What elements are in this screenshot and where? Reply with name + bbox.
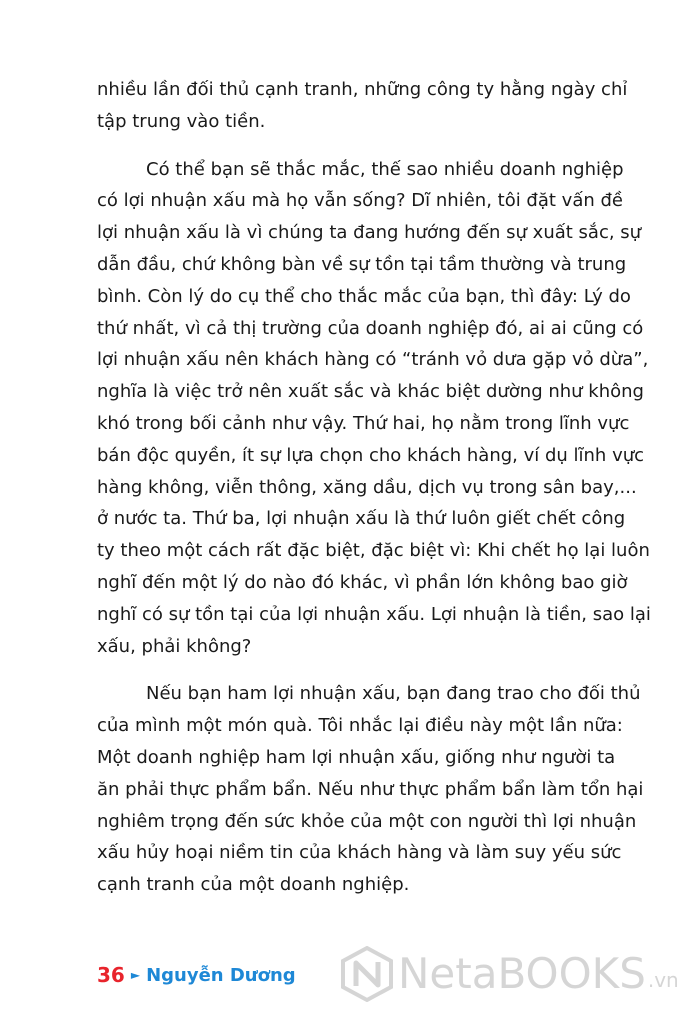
text-line: dẫn đầu, chứ không bàn về sự tồn tại tầm thường và trung (97, 253, 627, 275)
text-line: xấu hủy hoại niềm tin của khách hàng và làm suy yếu sức (97, 842, 622, 864)
page-footer (97, 963, 296, 987)
text-line: nghiêm trọng đến sức khỏe của một con người thì lợi nhuận (97, 810, 637, 832)
text-line: của mình một món quà. Tôi nhắc lại điều này một lần nữa: (97, 715, 623, 737)
text-line: có lợi nhuận xấu mà họ vẫn sống? Dĩ nhiên, tôi đặt vấn đề (97, 190, 623, 212)
text-line: Có thể bạn sẽ thắc mắc, thế sao nhiều doanh nghiệp (146, 158, 624, 180)
text-line: thứ nhất, vì cả thị trường của doanh nghiệp đó, ai ai cũng có (97, 317, 644, 339)
text-line: lợi nhuận xấu là vì chúng ta đang hướng đến sự xuất sắc, sự (97, 222, 642, 244)
text-line: nhiều lần đối thủ cạnh tranh, những công ty hằng ngày chỉ (97, 79, 628, 100)
text-line: hàng không, viễn thông, xăng dầu, dịch vụ trong sân bay,... (97, 476, 637, 498)
watermark-suffix: .vn (647, 968, 679, 992)
netabooks-logo-icon (340, 946, 394, 1002)
watermark (340, 944, 692, 1004)
text-line: nghĩa là việc trở nên xuất sắc và khác biệt dường như không (97, 381, 644, 403)
text-line: Nếu bạn ham lợi nhuận xấu, bạn đang trao cho đối thủ (146, 683, 641, 705)
paragraph-3 (97, 678, 644, 901)
page-number: 36 (97, 963, 125, 987)
text-line: khó trong bối cảnh như vậy. Thứ hai, họ nằm trong lĩnh vực (97, 412, 630, 434)
text-line: bán độc quyền, ít sự lựa chọn cho khách hàng, ví dụ lĩnh vực (97, 444, 645, 466)
text-line: ty theo một cách rất đặc biệt, đặc biệt vì: Khi chết họ lại luôn (97, 540, 650, 562)
page-body (97, 74, 651, 901)
text-line: bình. Còn lý do cụ thể cho thắc mắc của bạn, thì đây: Lý do (97, 285, 631, 307)
text-line: xấu, phải không? (97, 635, 252, 657)
paragraph-2 (97, 154, 651, 663)
text-line: Một doanh nghiệp ham lợi nhuận xấu, giống như người ta (97, 746, 616, 768)
triangle-arrow-icon: ► (130, 968, 141, 982)
paragraph-1 (97, 74, 628, 138)
text-line: ăn phải thực phẩm bẩn. Nếu như thực phẩm bẩn làm tổn hại (97, 778, 644, 800)
author-name: Nguyễn Dương (146, 964, 296, 986)
text-line: lợi nhuận xấu nên khách hàng có “tránh vỏ dưa gặp vỏ dừa”, (97, 349, 649, 371)
text-line: nghĩ đến một lý do nào đó khác, vì phần lớn không bao giờ (97, 571, 628, 593)
text-line: ở nước ta. Thứ ba, lợi nhuận xấu là thứ luôn giết chết công (97, 508, 626, 530)
text-line: cạnh tranh của một doanh nghiệp. (97, 874, 410, 896)
text-line: tập trung vào tiền. (97, 110, 266, 132)
text-line: nghĩ có sự tồn tại của lợi nhuận xấu. Lợi nhuận là tiền, sao lại (97, 603, 651, 625)
watermark-text: NetaBOOKS (398, 949, 646, 998)
